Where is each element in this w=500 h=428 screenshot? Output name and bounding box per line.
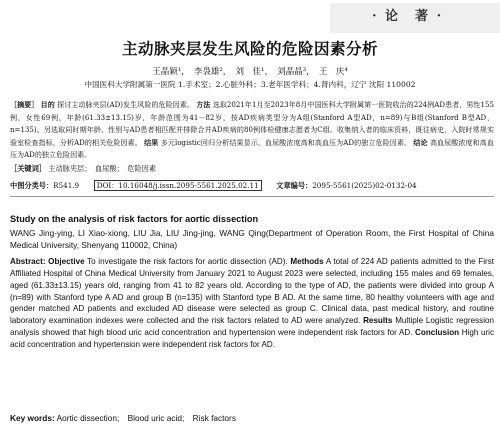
- keywords-text: 主动脉夹层； 血尿酸； 危险因素: [48, 164, 157, 173]
- en-methods-text: A total of 224 AD patients admitted to the First Affiliated Hospital of China Medical University from January 2021 to August 2023 were selected, including 155 males and 69 females, aged (61.33±13.15) years old, ranging from 41 to 82 years old. According to the type of AD, the patients were divided into group A (n=89) with Stanford type A AD and group B (n=135) with Stanford type B AD. At the same time, 80 healthy volunteers with age and gender matched AD patients and excluded AD disease were selected as group C. Clinical data, past medical history, and routine laboratory examination indexes were collected and the risk factors related to AD were analyzed.: [10, 257, 494, 326]
- en-conclusion-label: Conclusion: [415, 328, 460, 338]
- clc-value: R541.9: [53, 181, 80, 190]
- english-abstract: [10, 256, 494, 351]
- conclusion-label: 结论: [413, 137, 428, 147]
- en-keywords-text: Aortic dissection; Blood uric acid; Risk factors: [56, 413, 236, 423]
- english-title: Study on the analysis of risk factors for aortic dissection: [10, 214, 259, 224]
- en-results-text: Multiple Logistic regression analysis showed that high blood uric acid concentration and hypertension were independent risk factors for AD.: [10, 316, 495, 338]
- methods-label: 方法: [196, 100, 211, 109]
- author-list: 王晶颖¹， 李袅雄²， 刘 佳¹， 刘晶晶³， 王 庆⁴: [152, 67, 348, 77]
- article-meta: [10, 180, 494, 192]
- en-abstract-label: Abstract:: [10, 257, 46, 266]
- keywords-label: ［关键词］: [10, 164, 46, 173]
- section-label: · 论 著 ·: [372, 9, 444, 24]
- doi-link[interactable]: DOI：10.16048/j.issn.2095-5561.2025.02.11: [94, 180, 262, 191]
- objective-label: 目的: [40, 100, 55, 109]
- chinese-abstract: [10, 99, 494, 162]
- en-methods-label: Methods: [290, 257, 324, 266]
- objective-text: 探讨主动脉夹层(AD)发生风险的危险因素。: [57, 100, 194, 109]
- results-label: 结果: [144, 137, 159, 147]
- affiliation: 中国医科大学附属第一医院 1.手术室；2.心脏外科；3.老年医学科；4.肾内科，辽宁 沈阳 110002: [84, 80, 416, 89]
- en-keywords-label: Key words:: [10, 413, 55, 423]
- english-authors: WANG Jing-ying, LI Xiao-xiong, LIU Jia, LIU Jing-jing, WANG Qing(Department of Operation Room, the First Hospital of China Medical University, Shenyang 110002, China): [10, 228, 494, 250]
- en-objective-text: To investigate the risk factors for aortic dissection (AD).: [87, 257, 288, 266]
- en-results-label: Results: [363, 316, 393, 326]
- english-keywords: [10, 412, 494, 424]
- paper-title: 主动脉夹层发生风险的危险因素分析: [121, 40, 378, 58]
- en-conclusion-text: High uric acid concentration and hypertension were independent risk factors for AD.: [10, 328, 494, 349]
- article-no-label: 文章编号：: [276, 181, 313, 190]
- conclusion-text: 高血尿酸浓度和高血压为AD的独立危险因素。: [10, 137, 494, 159]
- results-text: 多元logistic回归分析结果显示，血尿酸浓度高和高血压为AD的独立危险因素。: [160, 137, 412, 147]
- divider: [10, 196, 494, 197]
- clc-label: 中图分类号：: [10, 181, 54, 190]
- methods-text: 选取2021年1月至2023年8月中国医科大学附属第一医院收治的224例AD患者，男性155例，女性69例，年龄(61.33±13.15)岁，年龄范围为41－82岁，按AD疾病类型分为A组(Stanford A型AD，n=89)与B组(Stanford B型AD，n=135)。另选取同时期年龄、性别与AD患者相匹配并排除合并AD疾病的80例体检健康志愿者为C组。收集纳入者的临床资料，既往病史，入院时常规实验室检查指标，分析AD的相关危险因素。: [10, 100, 494, 147]
- chinese-keywords: [10, 163, 494, 175]
- abstract-label: ［摘要］: [10, 100, 39, 109]
- en-objective-label: Objective: [48, 257, 85, 266]
- article-no-value: 2095-5561(2025)02-0132-04: [312, 181, 417, 190]
